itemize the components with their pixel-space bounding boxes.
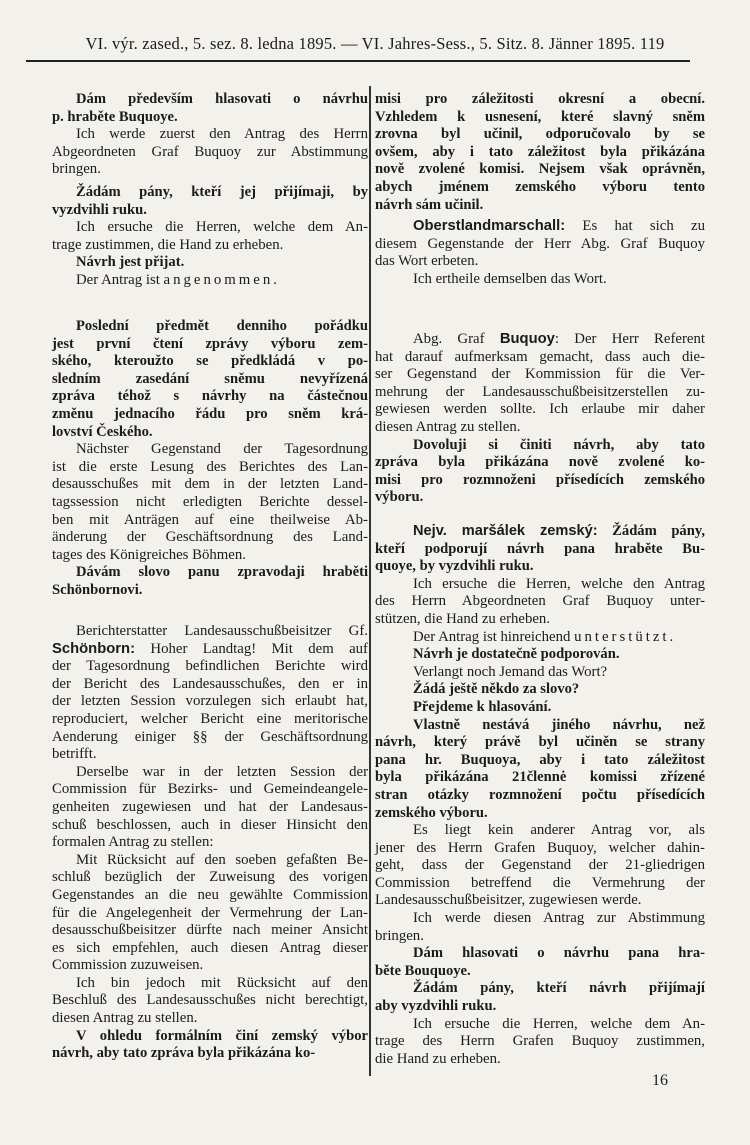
text-line: Landesausschußbeisitzer, zugewiesen werde. xyxy=(375,892,642,909)
text-line: des Herrn Abgeordneten Graf Buquoy unter- xyxy=(375,593,705,610)
text-line: ist die erste Lesung des Berichtes des Lan- xyxy=(52,458,368,475)
text-line: schluß bezüglich der Zuweisung des vorigen xyxy=(52,869,368,886)
paragraph-czech xyxy=(52,91,368,126)
text-line: desausschußbeisitzer dürfte nach meiner Ansicht xyxy=(52,922,368,939)
text-line xyxy=(52,641,368,659)
text-line: formalen Antrag zu stellen: xyxy=(52,834,214,851)
text-segment: : Der Herr Referent xyxy=(554,331,705,347)
paragraph-german xyxy=(375,1016,705,1069)
running-header: VI. výr. zased., 5. sez. 8. ledna 1895. — VI. Jahres-Sess., 5. Sitz. 8. Jänner 1895. 119 xyxy=(85,34,665,53)
text-line: Žádám pány, kteří jej přijímaji, by xyxy=(76,184,368,200)
text-line: tagssession nicht erledigten Berichte dessel- xyxy=(52,493,368,510)
text-line: Derselbe war in der letzten Session der xyxy=(76,763,368,780)
paragraph-czech xyxy=(375,699,705,717)
text-line: vyzdvihli ruku. xyxy=(52,201,147,218)
text-line: misi pro rozmnoženi přísedících zemského xyxy=(375,471,705,488)
text-line: abych jménem zemského výboru tento xyxy=(375,178,705,195)
text-line: hat darauf aufmerksam gemacht, dass auch die- xyxy=(375,348,705,365)
text-section xyxy=(375,218,705,288)
text-line: Nächster Gegenstand der Tagesordnung xyxy=(76,441,368,458)
text-line: der letzten Session vorzulegen sich erlaubt hat, xyxy=(52,693,368,710)
speaker-name: Schönborn: xyxy=(52,640,136,657)
text-line: sledním zasedání sněmu nevyřízená xyxy=(52,370,368,387)
text-line: ser Gegenstand der Kommission für die Ver- xyxy=(375,366,705,383)
text-line: Dovoluji si činiti návrh, aby tato xyxy=(413,436,705,453)
text-line: Vzhledem k usnesení, které slavný sněm xyxy=(375,108,705,125)
text-line: mehrung der Landesausschußbeisitzerstellen zu- xyxy=(375,383,705,400)
text-line: bringen. xyxy=(52,161,101,178)
text-line: jest první čtení zprávy výboru zem- xyxy=(52,335,368,352)
text-line: trage zustimmen, die Hand zu erheben. xyxy=(52,236,284,253)
text-section xyxy=(52,91,368,179)
text-section xyxy=(375,91,705,214)
paragraph-czech xyxy=(375,437,705,507)
text-line: der Tagesordnung befindlichen Berichte wird xyxy=(52,658,368,675)
text-line: Ich ertheile demselben das Wort. xyxy=(413,270,607,287)
text-line: für die Angelegenheit der Vermehrung der Lan- xyxy=(52,904,368,921)
text-line: Ich ersuche die Herren, welche den Antrag xyxy=(413,575,705,592)
text-line: jener des Herrn Grafen Buquoy, welcher dahin- xyxy=(375,839,705,856)
text-line: byla přikázána 21člennė komissi zřízené xyxy=(375,769,705,786)
speaker-name: Oberstlandmarschall: xyxy=(413,218,566,234)
text-section xyxy=(52,184,368,290)
text-line: Dávám slovo panu zpravodaji hraběti xyxy=(76,564,368,581)
text-line: Ich ersuche die Herren, welche dem An- xyxy=(413,1015,705,1032)
text-line: Schönbornovi. xyxy=(52,581,143,598)
text-segment: Es hat sich zu xyxy=(565,218,705,234)
text-segment: Abg. Graf xyxy=(413,331,500,347)
paragraph-german xyxy=(375,271,705,289)
text-line: zrovna byl učinil, odporučovalo by se xyxy=(375,126,705,143)
paragraph-czech xyxy=(52,1028,368,1063)
paragraph-czech xyxy=(375,646,705,664)
text-line: änderung der Geschäftsordnung des Land- xyxy=(52,529,368,546)
text-line xyxy=(375,523,705,541)
paragraph-german xyxy=(52,852,368,975)
text-line: V ohledu formálním činí zemský výbor xyxy=(76,1027,368,1044)
text-line: Es liegt kein anderer Antrag vor, als xyxy=(413,822,705,839)
text-line: die Hand zu erheben. xyxy=(375,1050,501,1067)
text-line: geht, dass der Gegenstand der 21-gliedrigen xyxy=(375,857,705,874)
text-line: Poslední předmět denniho pořádku xyxy=(76,318,368,334)
text-line: Žádá ještě někdo za slovo? xyxy=(413,681,580,698)
text-section xyxy=(375,331,705,507)
paragraph-german xyxy=(375,910,705,945)
text-line: genheiten zugewiesen und hat der Landesaus- xyxy=(52,798,368,815)
text-line: bringen. xyxy=(375,927,424,944)
paragraph-czech xyxy=(375,717,705,823)
text-line: stran otázky rozmnožení počtu přísedících xyxy=(375,786,705,803)
paragraph-german xyxy=(375,664,705,682)
text-line: Commission betreffend die Vermehrung der xyxy=(375,874,705,891)
text-line: změnu jednacího řádu pro sněm krá- xyxy=(52,405,368,422)
text-line: kteří podporují návrh pana hraběte Bu- xyxy=(375,540,705,557)
text-line: p. hraběte Buquoye. xyxy=(52,108,178,125)
text-line: běte Bouquoye. xyxy=(375,962,471,979)
text-line: betrifft. xyxy=(52,746,97,763)
text-line: Abgeordneten Graf Buquoy zur Abstimmung xyxy=(52,143,368,160)
spaced-text: unterstützt. xyxy=(574,628,677,645)
text-line: Dám především hlasovati o návrhu xyxy=(76,91,368,107)
text-line: pana hr. Buquoya, aby i tato záležitost xyxy=(375,751,705,768)
paragraph-czech xyxy=(375,945,705,980)
text-line: Ich bin jedoch mit Rücksicht auf den xyxy=(76,974,368,991)
text-segment: Der Antrag ist hinreichend xyxy=(413,628,575,645)
text-line: Žádám pány, kteří návrh přijímají xyxy=(413,980,705,997)
text-line: Ich werde zuerst den Antrag des Herrn xyxy=(76,126,368,143)
text-line xyxy=(375,331,705,349)
speaker-name: Nejv. maršálek zemský: xyxy=(413,523,598,539)
paragraph-german xyxy=(52,441,368,564)
text-line: diesen Antrag zu stellen. xyxy=(375,418,521,435)
text-line: schuß beschlossen, auch in dieser Hinsicht den xyxy=(52,816,368,833)
text-line: ského, kteroužto se předkládá v po- xyxy=(52,353,368,370)
paragraph-czech xyxy=(52,318,368,441)
text-line: výboru. xyxy=(375,489,424,506)
text-line: Mit Rücksicht auf den soeben gefaßten Be- xyxy=(76,851,368,868)
text-line: Přejdeme k hlasování. xyxy=(413,698,552,715)
paragraph-german xyxy=(375,822,705,910)
text-line: zpráva téhož s návrhy na částečnou xyxy=(52,388,368,405)
page-number: 16 xyxy=(652,1072,668,1089)
text-section xyxy=(375,523,705,1068)
paragraph-czech xyxy=(375,980,705,1015)
text-section xyxy=(52,318,368,600)
text-line: das Wort erbeten. xyxy=(375,253,479,270)
text-line: zpráva byla přikázána nově zvolené ko- xyxy=(375,454,705,471)
text-line: lovství Českého. xyxy=(52,423,153,440)
text-line: desausschußes mit dem in der letzten Land- xyxy=(52,476,368,493)
text-line: Commission für Bezirks- und Gemeindeangele- xyxy=(52,781,368,798)
text-line: ovšem, aby i tato záležitost byla přikázána xyxy=(375,143,705,160)
paragraph-german xyxy=(52,272,368,290)
paragraph-german xyxy=(375,629,705,647)
text-segment: Der Antrag ist xyxy=(76,271,164,288)
text-line: stützen, die Hand zu erheben. xyxy=(375,610,551,627)
text-section xyxy=(52,623,368,1063)
text-line xyxy=(375,629,705,647)
paragraph-czech xyxy=(52,564,368,599)
paragraph-german xyxy=(52,623,368,764)
paragraph-czech xyxy=(375,681,705,699)
text-line: diesem Gegenstande der Herr Abg. Graf Buquoy xyxy=(375,235,705,252)
text-line: Ich werde diesen Antrag zur Abstimmung xyxy=(413,910,705,927)
text-line: Commission zuzuweisen. xyxy=(52,957,204,974)
paragraph-czech xyxy=(52,254,368,272)
column-divider xyxy=(369,86,371,1076)
text-line: es sich empfehlen, auch diesen Antrag dieser xyxy=(52,939,368,956)
text-segment: Hoher Landtag! Mit dem auf xyxy=(135,640,368,657)
text-line: Ich ersuche die Herren, welche dem An- xyxy=(76,219,368,236)
text-line: návrh, který právě byl učiněn se strany xyxy=(375,734,705,751)
paragraph-czech xyxy=(52,184,368,219)
text-line: gewiesen werden sollte. Ich erlaube mir daher xyxy=(375,401,705,418)
text-line: aby vyzdvihli ruku. xyxy=(375,998,497,1015)
text-line: Berichterstatter Landesausschußbeisitzer Gf. xyxy=(76,623,368,639)
text-line: návrh sám učinil. xyxy=(375,196,484,213)
spaced-text: angenommen. xyxy=(163,271,280,288)
text-line: zemského výboru. xyxy=(375,804,488,821)
text-line: Beschluß des Landesausschußes nicht berechtigt, xyxy=(52,992,368,1009)
text-line: diesen Antrag zu stellen. xyxy=(52,1010,198,1027)
text-line: ben mit Anträgen auf eine theilweise Ab- xyxy=(52,511,368,528)
text-line xyxy=(375,218,705,236)
paragraph-german xyxy=(52,764,368,852)
paragraph-german xyxy=(52,219,368,254)
paragraph-czech xyxy=(375,91,705,214)
text-line: der Bericht des Landesausschußes, den er in xyxy=(52,675,368,692)
speaker-name: Buquoy xyxy=(499,331,555,347)
text-line xyxy=(52,272,368,290)
text-line: quoye, by vyzdvihli ruku. xyxy=(375,558,534,575)
text-segment: Žádám pány, xyxy=(597,523,705,539)
text-line: tages des Königreiches Böhmen. xyxy=(52,546,246,563)
paragraph-german xyxy=(52,126,368,179)
text-line: Dám hlasovati o návrhu pana hra- xyxy=(413,945,705,962)
paragraph-german xyxy=(375,576,705,629)
text-line: trage des Herrn Grafen Buquoy zustimmen, xyxy=(375,1033,705,1050)
text-line: Gegenstandes an die neu gewählte Commission xyxy=(52,886,368,903)
paragraph-german xyxy=(375,218,705,271)
header-rule xyxy=(26,60,690,62)
paragraph-german xyxy=(52,975,368,1028)
text-line: návrh, aby tato zpráva byla přikázána ko- xyxy=(52,1045,316,1062)
paragraph-german xyxy=(375,331,705,437)
text-line: reproduciert, welcher Bericht eine meritorische xyxy=(52,710,368,727)
text-line: Návrh jest přijat. xyxy=(76,254,185,271)
text-line: misi pro záležitosti okresní a obecní. xyxy=(375,91,705,107)
text-line: Aenderung einiger §§ der Geschäftsordnung xyxy=(52,728,368,745)
text-line: Vlastně nestává jiného návrhu, než xyxy=(413,716,705,733)
text-line: Verlangt noch Jemand das Wort? xyxy=(413,663,608,680)
paragraph-czech xyxy=(375,523,705,576)
text-line: Návrh je dostatečně podporován. xyxy=(413,646,620,663)
text-line: nově zvolené komisi. Nejsem však oprávněn, xyxy=(375,161,705,178)
